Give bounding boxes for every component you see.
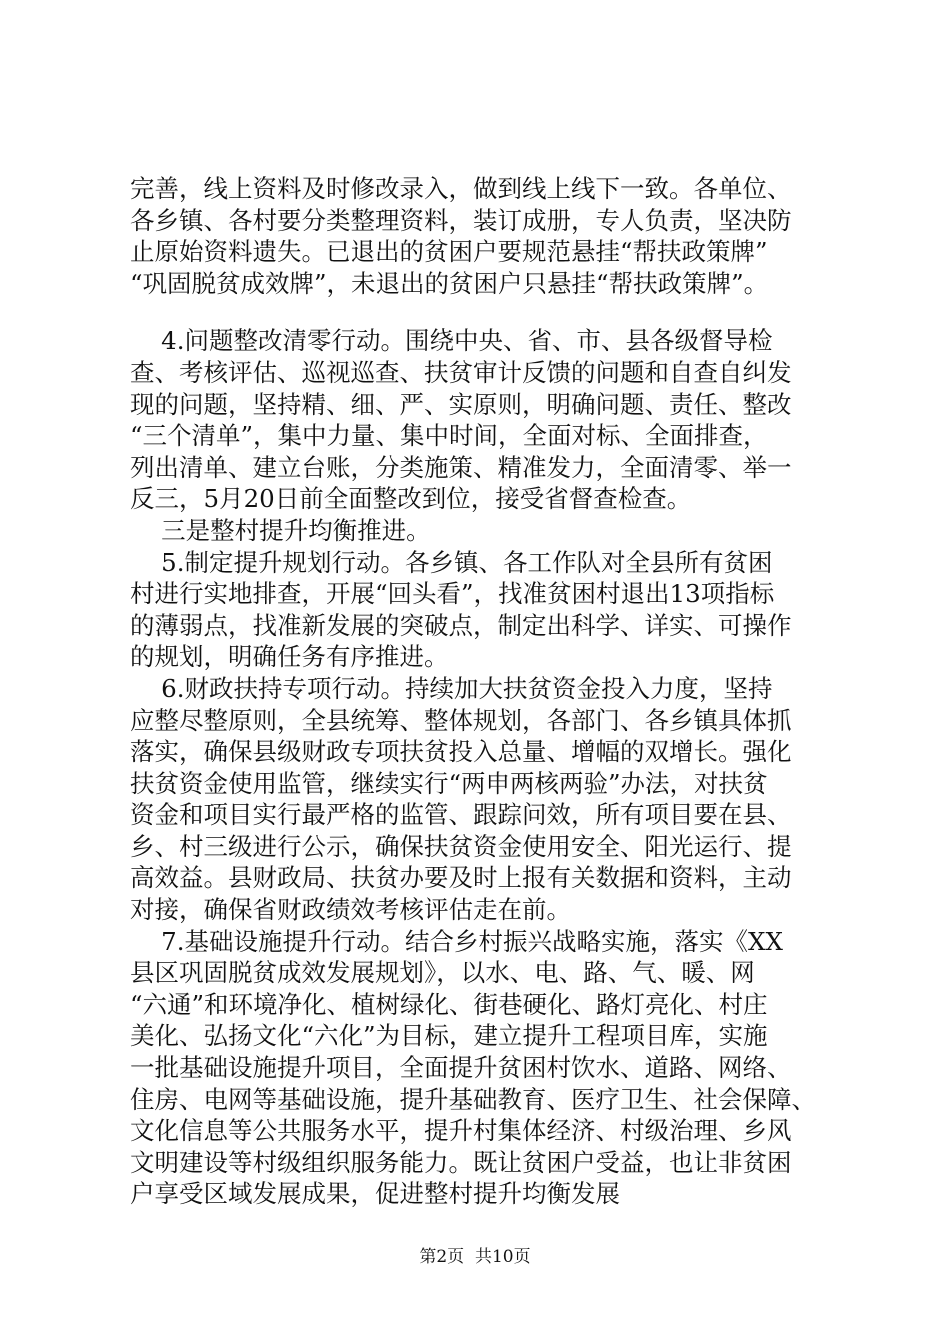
text-line: 县区巩固脱贫成效发展规划》，以水、电、路、气、暖、网: [130, 958, 755, 988]
text-line: 的规划，明确任务有序推进。: [130, 642, 449, 672]
text-line: 文明建设等村级组织服务能力。既让贫困户受益，也让非贫困: [130, 1147, 792, 1177]
text-line: 对接，确保省财政绩效考核评估走在前。: [130, 895, 571, 925]
text-line: “三个清单”，集中力量、集中时间，全面对标、全面排查，: [130, 421, 768, 451]
text-line: 6.财政扶持专项行动。持续加大扶贫资金投入力度，坚持: [130, 673, 773, 703]
paragraph-block-1: [130, 173, 830, 299]
text-line: 的薄弱点，找准新发展的突破点，制定出科学、详实、可操作: [130, 610, 792, 640]
text-line: 文化信息等公共服务水平，提升村集体经济、村级治理、乡风: [130, 1116, 792, 1146]
text-line: 查、考核评估、巡视巡查、扶贫审计反馈的问题和自查自纠发: [130, 357, 792, 387]
paragraph-spacer: [130, 299, 830, 325]
text-line: 止原始资料遗失。已退出的贫困户要规范悬挂“帮扶政策牌”: [130, 237, 768, 267]
text-line: 村进行实地排查，开展“回头看”，找准贫困村退出13项指标: [130, 579, 775, 609]
text-line: 扶贫资金使用监管，继续实行“两申两核两验”办法，对扶贫: [130, 768, 768, 798]
section-heading: 三是整村提升均衡推进。: [130, 515, 431, 545]
paragraph-block-2: [130, 325, 830, 1210]
page-footer: [0, 1242, 950, 1267]
text-line: 列出清单、建立台账，分类施策、精准发力，全面清零、举一: [130, 452, 792, 482]
text-line: 各乡镇、各村要分类整理资料，装订成册，专人负责，坚决防: [130, 205, 792, 235]
text-line: 4.问题整改清零行动。围绕中央、省、市、县各级督导检: [130, 326, 773, 356]
text-line: 乡、村三级进行公示，确保扶贫资金使用安全、阳光运行、提: [130, 831, 792, 861]
text-line: 反三，5月20日前全面整改到位，接受省督查检查。: [130, 484, 692, 514]
text-line: “巩固脱贫成效牌”，未退出的贫困户只悬挂“帮扶政策牌”。: [130, 268, 769, 298]
text-line: 资金和项目实行最严格的监管、跟踪问效，所有项目要在县、: [130, 800, 792, 830]
text-line: 落实，确保县级财政专项扶贫投入总量、增幅的双增长。强化: [130, 737, 792, 767]
text-line: 7.基础设施提升行动。结合乡村振兴战略实施，落实《XX: [130, 926, 783, 956]
text-line: 应整尽整原则，全县统筹、整体规划，各部门、各乡镇具体抓: [130, 705, 792, 735]
text-line: 户享受区域发展成果，促进整村提升均衡发展: [130, 1179, 620, 1209]
page-number-label: 第2页 共10页: [419, 1247, 531, 1267]
text-line: 美化、弘扬文化“六化”为目标，建立提升工程项目库，实施: [130, 1021, 768, 1051]
text-line: 5.制定提升规划行动。各乡镇、各工作队对全县所有贫困: [130, 547, 773, 577]
text-line: 一批基础设施提升项目，全面提升贫困村饮水、道路、网络、: [130, 1053, 792, 1083]
text-line: 高效益。县财政局、扶贫办要及时上报有关数据和资料，主动: [130, 863, 792, 893]
text-line: “六通”和环境净化、植树绿化、街巷硬化、路灯亮化、村庄: [130, 989, 768, 1019]
document-body: [130, 173, 830, 1210]
text-line: 住房、电网等基础设施，提升基础教育、医疗卫生、社会保障、: [130, 1084, 816, 1114]
text-line: 现的问题，坚持精、细、严、实原则，明确问题、责任、整改: [130, 389, 792, 419]
text-line: 完善，线上资料及时修改录入，做到线上线下一致。各单位、: [130, 174, 792, 203]
